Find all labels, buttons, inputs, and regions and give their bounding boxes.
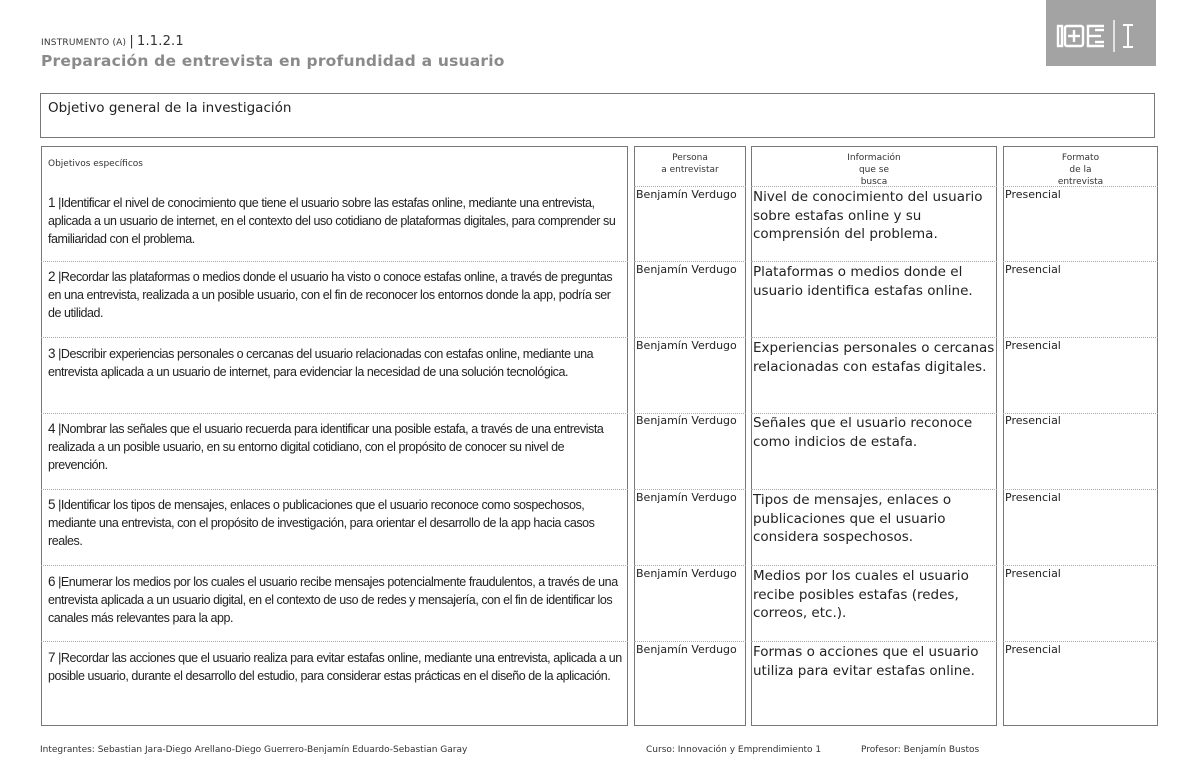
row-divider <box>41 261 628 262</box>
row-divider <box>751 565 997 566</box>
formato-column <box>1003 146 1158 726</box>
table-row-formato: Presencial <box>1005 414 1061 427</box>
header-informacion: Información que se busca <box>847 153 901 187</box>
row-divider <box>634 337 746 338</box>
header-persona: Persona a entrevistar <box>661 153 719 175</box>
table-row-objective: 4 |Nombrar las señales que el usuario recuerda para identificar una posible estafa, a través de una entrevista realizada a un posible usuario, en su entorno digital cotidiano, con el propósito de conocer su nivel de prevención. <box>48 421 604 472</box>
table-row-info: Tipos de mensajes, enlaces o publicaciones que el usuario considera sospechosos. <box>753 492 952 545</box>
row-divider <box>634 186 746 187</box>
header-objetivos: Objetivos específicos <box>48 159 143 169</box>
table-row-persona: Benjamín Verdugo <box>636 339 737 352</box>
objetivo-general-box <box>40 93 1155 138</box>
objetivo-general-label: Objetivo general de la investigación <box>48 100 292 116</box>
row-divider <box>634 489 746 490</box>
row-divider <box>1003 565 1158 566</box>
table-row-persona: Benjamín Verdugo <box>636 414 737 427</box>
page-title: Preparación de entrevista en profundidad a usuario <box>41 52 505 70</box>
table-row-info: Experiencias personales o cercanas relacionadas con estafas digitales. <box>753 340 995 375</box>
instrument-prefix: INSTRUMENTO <box>41 38 110 48</box>
table-row-formato: Presencial <box>1005 491 1061 504</box>
row-divider <box>1003 261 1158 262</box>
table-row-info: Medios por los cuales el usuario recibe posibles estafas (redes, correos, etc.). <box>753 568 969 621</box>
table-row-objective: 1 |Identificar el nivel de conocimiento que tiene el usuario sobre las estafas online, mediante una entrevista, aplicada a un usuario de internet, en el contexto del uso cotidiano de plataformas digitales, para comprender su familiaridad con el problema. <box>48 195 616 246</box>
row-divider <box>634 261 746 262</box>
row-divider <box>41 641 628 642</box>
footer-profesor: Profesor: Benjamín Bustos <box>861 745 980 755</box>
row-divider <box>1003 489 1158 490</box>
instrument-letter: (A) <box>112 38 127 48</box>
table-row-formato: Presencial <box>1005 567 1061 580</box>
row-divider <box>751 186 997 187</box>
instrument-number: 1.1.2.1 <box>136 34 184 49</box>
table-row-formato: Presencial <box>1005 188 1061 201</box>
table-row-formato: Presencial <box>1005 263 1061 276</box>
row-divider <box>751 489 997 490</box>
table-row-info: Formas o acciones que el usuario utiliza para evitar estafas online. <box>753 644 979 679</box>
table-row-objective: 3 |Describir experiencias personales o cercanas del usuario relacionadas con estafas online, mediante una entrevista aplicada a un usuario de internet, para evidenciar la necesidad de una solución tecnológica. <box>48 346 594 379</box>
table-row-persona: Benjamín Verdugo <box>636 188 737 201</box>
persona-column <box>634 146 746 726</box>
table-row-info: Plataformas o medios donde el usuario identifica estafas online. <box>753 264 973 299</box>
instrument-code <box>41 34 184 49</box>
row-divider <box>1003 641 1158 642</box>
row-divider <box>1003 337 1158 338</box>
row-divider <box>41 337 628 338</box>
row-divider <box>634 641 746 642</box>
table-row-persona: Benjamín Verdugo <box>636 567 737 580</box>
table-row-info: Nivel de conocimiento del usuario sobre estafas online y su comprensión del problema. <box>753 189 983 242</box>
footer-integrantes: Integrantes: Sebastian Jara-Diego Arellano-Diego Guerrero-Benjamín Eduardo-Sebastian Garay <box>40 745 468 755</box>
ie-logo-icon <box>1046 0 1156 66</box>
table-row-formato: Presencial <box>1005 643 1061 656</box>
footer-curso: Curso: Innovación y Emprendimiento 1 <box>646 745 822 755</box>
row-divider <box>751 337 997 338</box>
table-row-persona: Benjamín Verdugo <box>636 263 737 276</box>
table-row-persona: Benjamín Verdugo <box>636 643 737 656</box>
row-divider <box>751 261 997 262</box>
row-divider <box>1003 186 1158 187</box>
instrument-separator: | <box>129 34 134 49</box>
table-row-objective: 6 |Enumerar los medios por los cuales el usuario recibe mensajes potencialmente fraudulentos, a través de una entrevista aplicada a un usuario digital, en el contexto de uso de redes y mensajería, con el fin de identificar los canales más relevantes para la app. <box>48 574 618 625</box>
row-divider <box>634 565 746 566</box>
row-divider <box>41 565 628 566</box>
table-row-objective: 5 |Identificar los tipos de mensajes, enlaces o publicaciones que el usuario reconoce como sospechosos, mediante una entrevista, con el propósito de investigación, para orientar el desarrollo de la app hacia casos reales. <box>48 497 595 548</box>
table-row-objective: 2 |Recordar las plataformas o medios donde el usuario ha visto o conoce estafas online, a través de preguntas en una entrevista, realizada a un posible usuario, con el fin de reconocer los entornos donde la app, podría ser de utilidad. <box>48 269 613 320</box>
row-divider <box>751 641 997 642</box>
row-divider <box>41 413 628 414</box>
table-row-formato: Presencial <box>1005 339 1061 352</box>
ie-logo <box>1046 0 1156 66</box>
table-row-info: Señales que el usuario reconoce como indicios de estafa. <box>753 415 973 450</box>
header-formato: Formato de la entrevista <box>1057 153 1104 187</box>
row-divider <box>41 489 628 490</box>
table-row-objective: 7 |Recordar las acciones que el usuario realiza para evitar estafas online, mediante una entrevista, aplicada a un posible usuario, durante el desarrollo del estudio, para considerar estas prácticas en el diseño de la aplicación. <box>48 650 622 683</box>
table-row-persona: Benjamín Verdugo <box>636 491 737 504</box>
